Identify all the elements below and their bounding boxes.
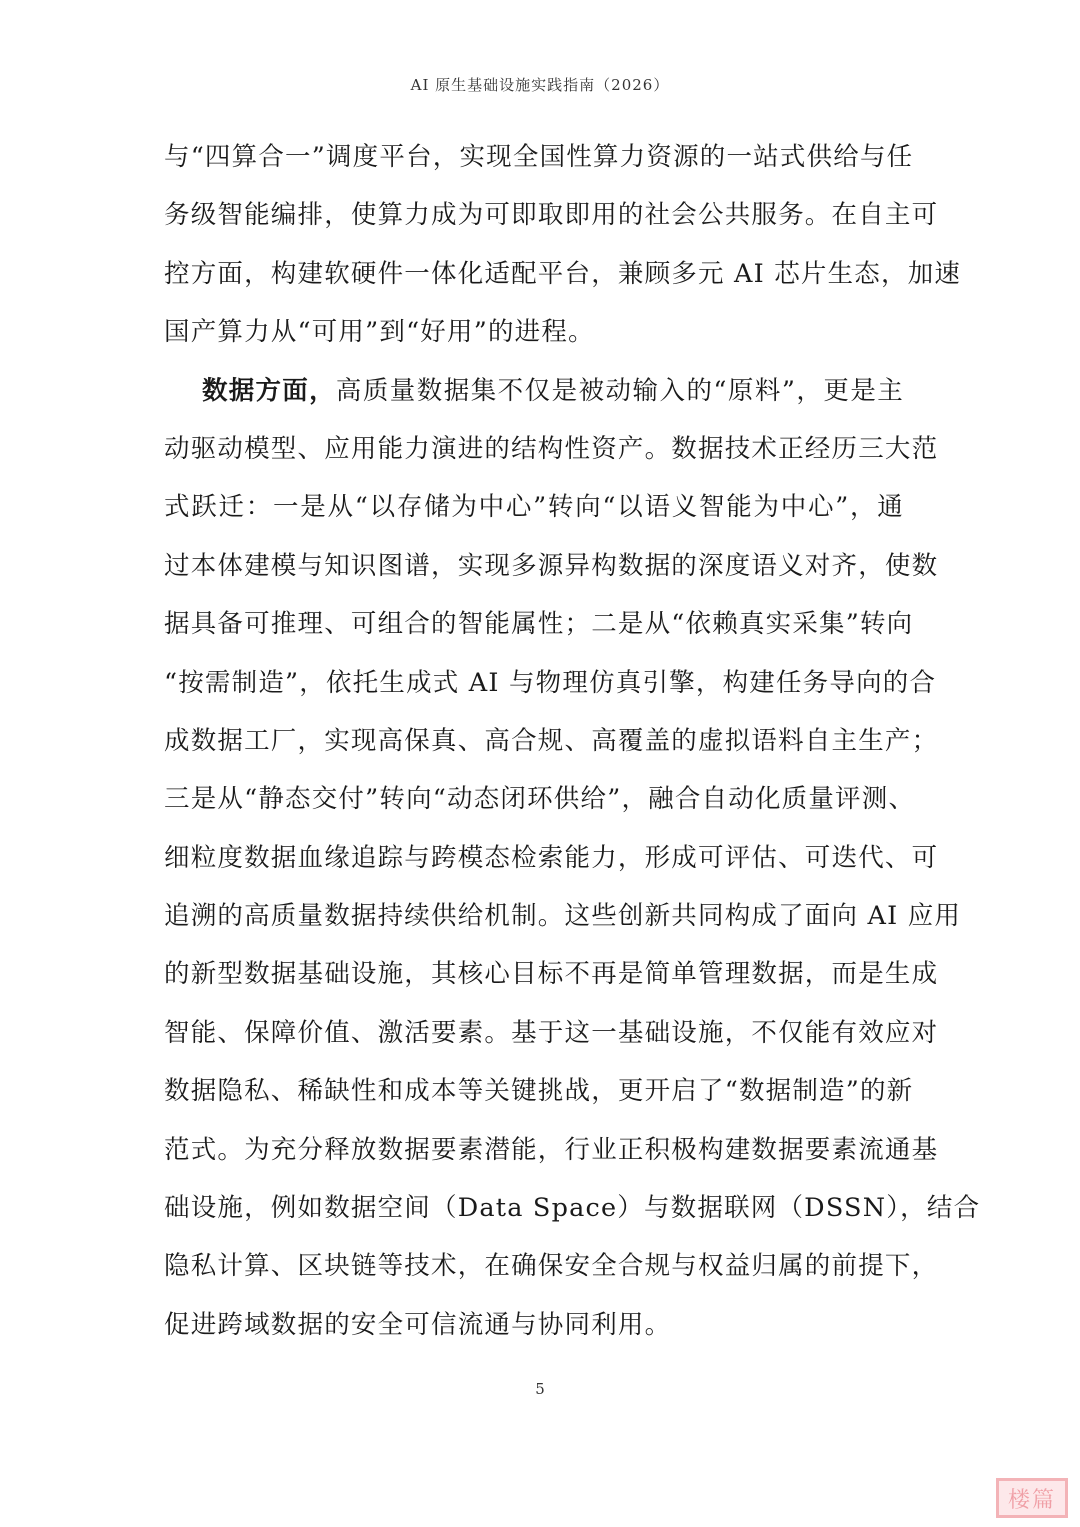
text-line: 国产算力从“可用”到“好用”的进程。 [164, 317, 595, 348]
watermark-stamp [996, 1478, 1068, 1518]
text-line: 式跃迁：一是从“以存储为中心”转向“以语义智能为中心”，通 [164, 492, 904, 523]
text-line: 三是从“静态交付”转向“动态闭环供给”，融合自动化质量评测、 [164, 784, 916, 815]
text-line: 隐私计算、区块链等技术，在确保安全合规与权益归属的前提下， [164, 1251, 939, 1282]
text-line: 础设施，例如数据空间（Data Space）与数据联网（DSSN），结合 [164, 1193, 981, 1224]
page-number: 5 [535, 1380, 545, 1398]
text-line: 控方面，构建软硬件一体化适配平台，兼顾多元 AI 芯片生态，加速 [164, 258, 962, 289]
text-line: 动驱动模型、应用能力演进的结构性资产。数据技术正经历三大范 [164, 433, 939, 464]
text-line: 务级智能编排，使算力成为可即取即用的社会公共服务。在自主可 [164, 200, 939, 231]
text-line: “按需制造”，依托生成式 AI 与物理仿真引擎，构建任务导向的合 [164, 667, 937, 698]
text-line: 数据隐私、稀缺性和成本等关键挑战，更开启了“数据制造”的新 [164, 1076, 914, 1107]
text-line: 据具备可推理、可组合的智能属性；二是从“依赖真实采集”转向 [164, 609, 914, 640]
text-line: 范式。为充分释放数据要素潜能，行业正积极构建数据要素流通基 [164, 1134, 939, 1165]
running-header: AI 原生基础设施实践指南（2026） [410, 76, 670, 94]
text-line: 细粒度数据血缘追踪与跨模态检索能力，形成可评估、可迭代、可 [164, 842, 939, 873]
paragraph-lead-rest: 高质量数据集不仅是被动输入的“原料”，更是主 [335, 375, 904, 406]
text-line: 的新型数据基础设施，其核心目标不再是简单管理数据，而是生成 [164, 959, 939, 990]
paragraph-lead-bold: 数据方面， [202, 375, 336, 406]
text-line: 促进跨域数据的安全可信流通与协同利用。 [164, 1309, 672, 1340]
text-line: 过本体建模与知识图谱，实现多源异构数据的深度语义对齐，使数 [164, 550, 939, 581]
text-line: 追溯的高质量数据持续供给机制。这些创新共同构成了面向 AI 应用 [164, 901, 962, 932]
paragraph-lead-line [164, 362, 904, 420]
body-text [164, 128, 981, 1354]
text-line: 成数据工厂，实现高保真、高合规、高覆盖的虚拟语料自主生产； [164, 725, 939, 756]
text-line: 与“四算合一”调度平台，实现全国性算力资源的一站式供给与任 [164, 142, 914, 172]
text-line: 智能、保障价值、激活要素。基于这一基础设施，不仅能有效应对 [164, 1017, 939, 1048]
watermark-text: 楼篇 [1007, 1487, 1056, 1513]
